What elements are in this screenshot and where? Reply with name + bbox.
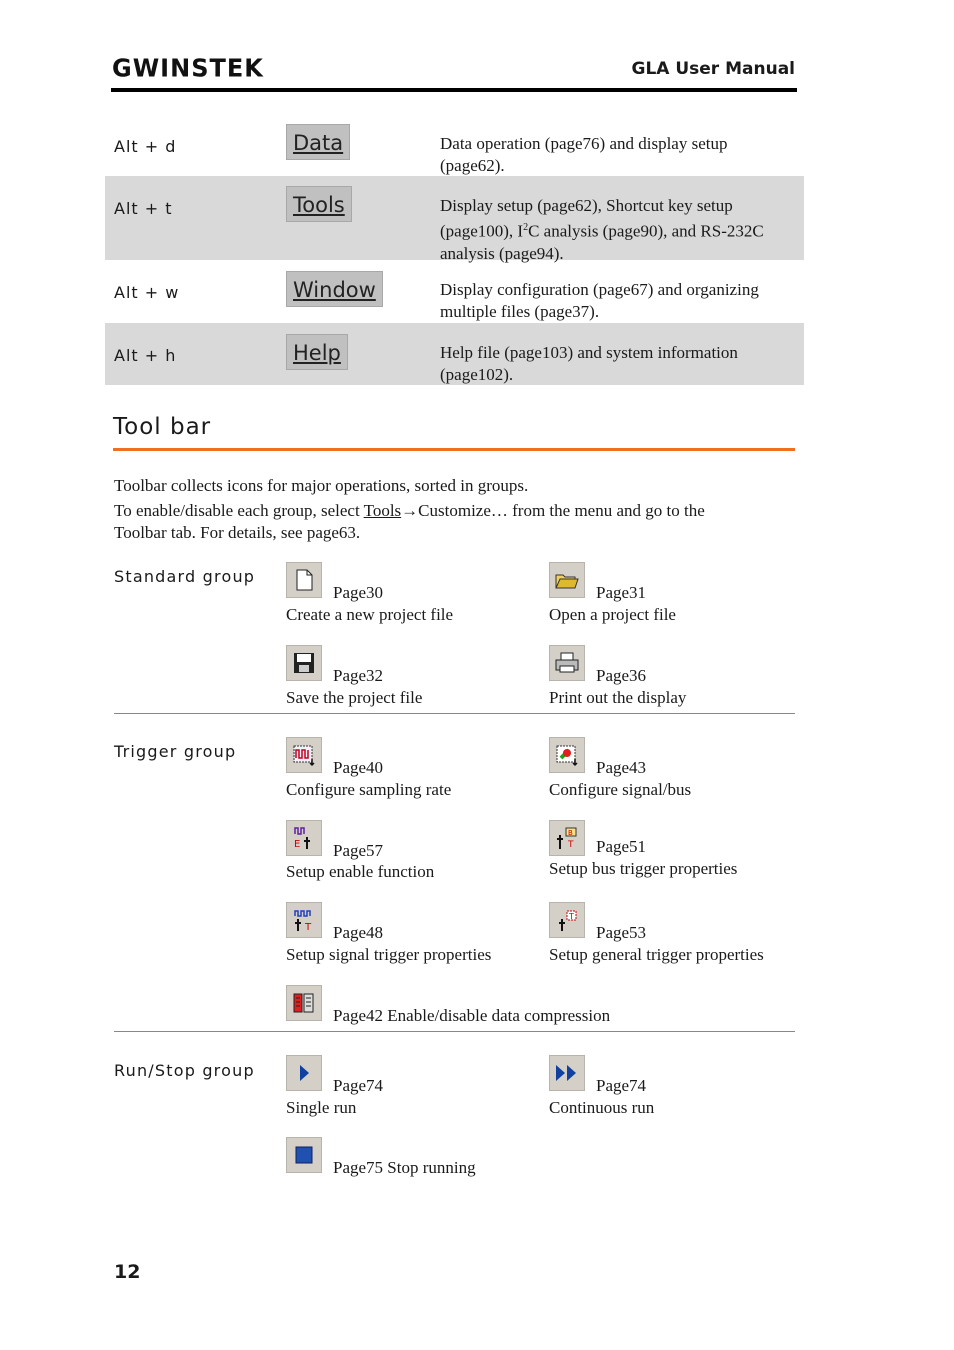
intro-line: Toolbar collects icons for major operations, sorted in groups.	[114, 476, 529, 495]
tool-description: Setup general trigger properties	[549, 945, 764, 964]
printer-icon[interactable]	[549, 645, 585, 681]
arrow-icon: →	[401, 501, 419, 520]
enable-function-icon[interactable]	[286, 820, 322, 856]
shortcut-description: Display configuration (page67) and organizing multiple files (page37).	[440, 280, 759, 321]
menu-tools-button[interactable]	[286, 186, 352, 222]
svg-text:T: T	[568, 840, 574, 850]
intro-line: Toolbar tab. For details, see page63.	[114, 523, 361, 542]
shortcut-key: Alt + t	[114, 199, 173, 218]
section-rule	[113, 448, 795, 451]
shortcut-description: Display setup (page62), Shortcut key setup (page100), $I^2C$ analysis (page90), and RS-232C analysis (page94).	[440, 196, 764, 263]
section-title: Tool bar	[113, 414, 212, 440]
shortcut-key: Alt + w	[114, 283, 180, 302]
svg-text:B: B	[568, 829, 573, 837]
tool-description: Configure sampling rate	[286, 780, 452, 799]
tools-menu-ref: Tools	[363, 501, 402, 520]
menu-window-button[interactable]	[286, 271, 383, 307]
tool-description: Print out the display	[549, 688, 687, 707]
new-file-icon[interactable]	[286, 562, 322, 598]
signal-trigger-icon[interactable]	[286, 902, 322, 938]
page-ref: Page74	[333, 1076, 384, 1095]
page-ref: Page48	[333, 923, 384, 942]
open-folder-icon[interactable]	[549, 562, 585, 598]
group-separator	[114, 713, 795, 714]
gwinstek-logo: GWINSTEK	[112, 53, 264, 83]
menu-label: Tools	[293, 193, 345, 217]
signal-bus-icon[interactable]	[549, 737, 585, 773]
tool-description: Setup bus trigger properties	[549, 859, 738, 878]
tool-description: Continuous run	[549, 1098, 655, 1117]
save-disk-icon[interactable]	[286, 645, 322, 681]
data-compression-icon[interactable]	[286, 985, 322, 1021]
group-label-trigger: Trigger group	[114, 742, 237, 761]
page-ref: Page74	[596, 1076, 647, 1095]
group-separator	[114, 1031, 795, 1032]
page-ref: Page53	[596, 923, 647, 942]
tool-description: Page42 Enable/disable data compression	[333, 1006, 611, 1025]
svg-text:E: E	[294, 839, 301, 850]
page-ref: Page32	[333, 666, 384, 685]
page-ref: Page57	[333, 841, 384, 860]
menu-label: Window	[293, 278, 376, 302]
page-ref: Page30	[333, 583, 384, 602]
tool-description: Single run	[286, 1098, 357, 1117]
group-label-runstop: Run/Stop group	[114, 1061, 255, 1080]
tool-description: Create a new project file	[286, 605, 454, 624]
tool-description: Setup signal trigger properties	[286, 945, 492, 964]
single-run-icon[interactable]	[286, 1055, 322, 1091]
stop-icon[interactable]	[286, 1137, 322, 1173]
tool-description: Setup enable function	[286, 862, 435, 881]
menu-data-button[interactable]	[286, 124, 350, 160]
shortcut-key: Alt + h	[114, 346, 177, 365]
shortcut-description: Data operation (page76) and display setup (page62).	[440, 134, 728, 175]
bus-trigger-icon[interactable]	[549, 820, 585, 856]
tool-description: Configure signal/bus	[549, 780, 692, 799]
menu-label: Help	[293, 341, 341, 365]
continuous-run-icon[interactable]	[549, 1055, 585, 1091]
page-ref: Page40	[333, 758, 384, 777]
page-ref: Page51	[596, 837, 647, 856]
svg-text:T: T	[569, 912, 574, 921]
tool-description: Open a project file	[549, 605, 676, 624]
shortcut-key: Alt + d	[114, 137, 177, 156]
svg-text:T: T	[305, 922, 312, 933]
tool-description: Page75 Stop running	[333, 1158, 476, 1177]
page-ref: Page31	[596, 583, 647, 602]
group-label-standard: Standard group	[114, 567, 256, 586]
menu-label: Data	[293, 131, 344, 155]
page-number: 12	[114, 1261, 141, 1283]
page-ref: Page36	[596, 666, 647, 685]
sampling-rate-icon[interactable]	[286, 737, 322, 773]
tool-description: Save the project file	[286, 688, 423, 707]
shortcut-description: Help file (page103) and system information (page102).	[440, 343, 738, 384]
menu-help-button[interactable]	[286, 334, 348, 370]
intro-line: To enable/disable each group, select Tools→Customize… from the menu and go to the	[114, 501, 705, 520]
general-trigger-icon[interactable]	[549, 902, 585, 938]
page-ref: Page43	[596, 758, 647, 777]
header-rule	[111, 88, 797, 92]
manual-title: GLA User Manual	[631, 59, 795, 79]
